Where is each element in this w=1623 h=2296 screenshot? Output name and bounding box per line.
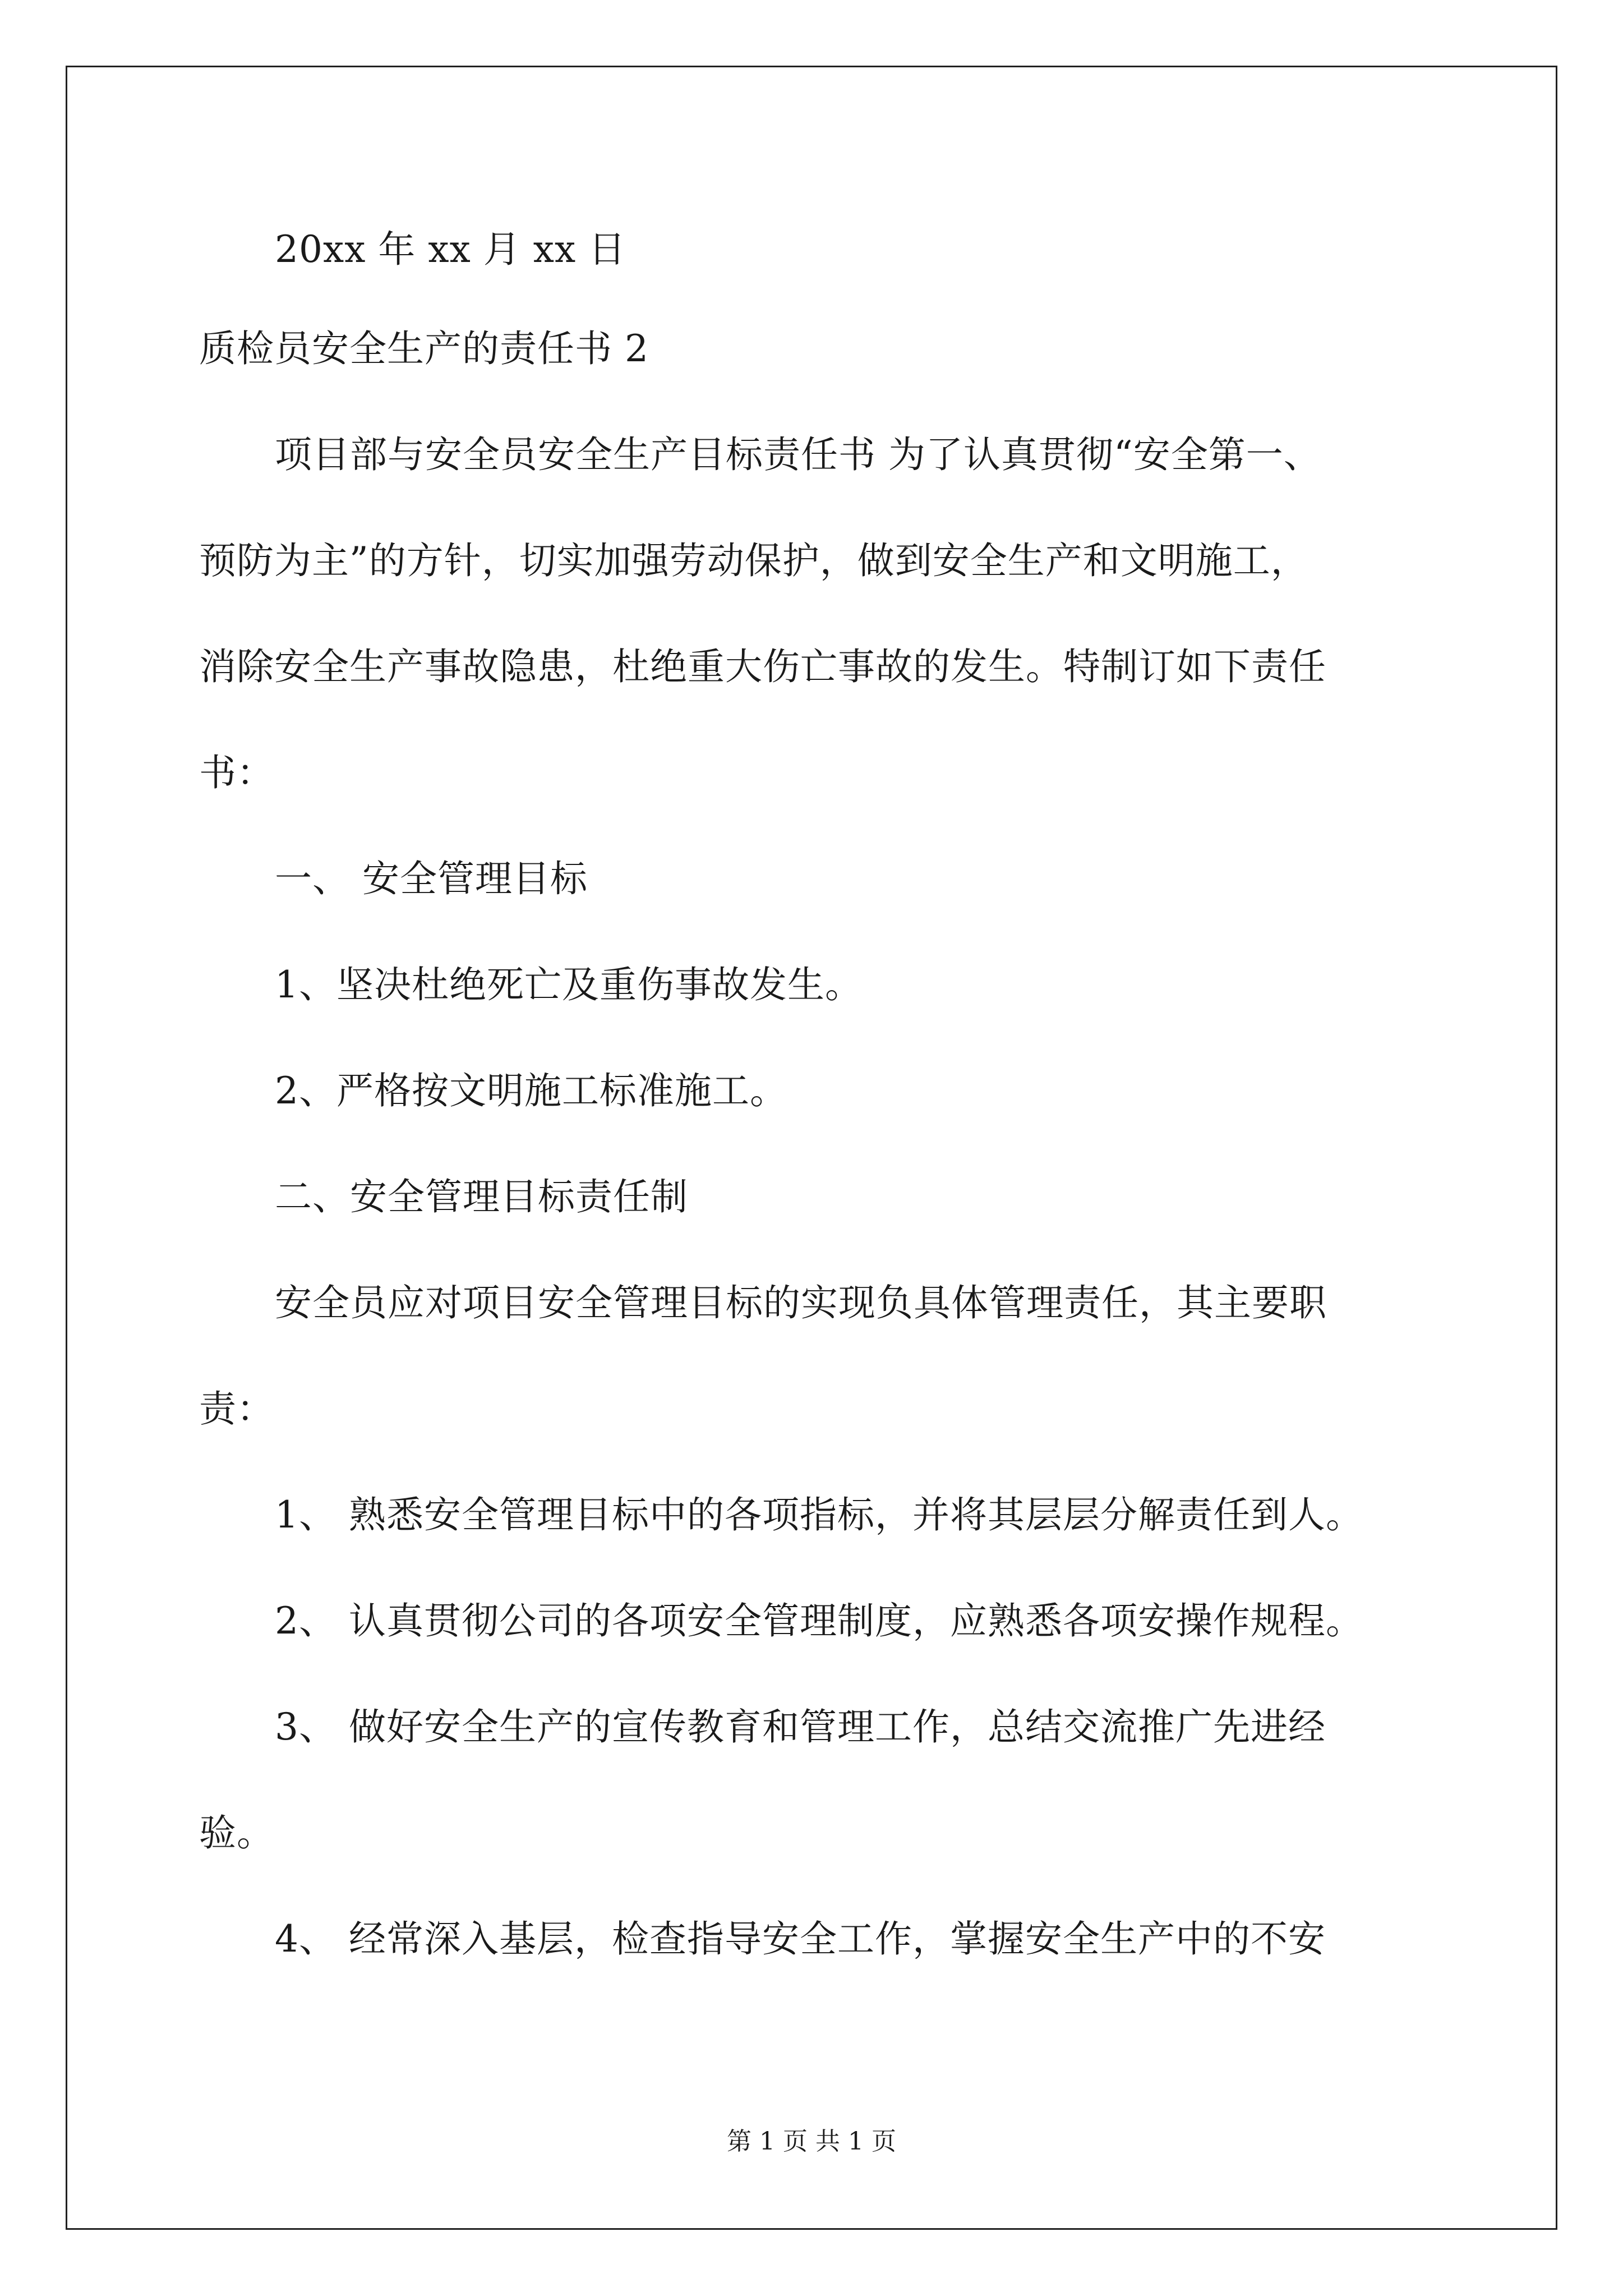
paragraph-line: 责： [199, 1387, 274, 1430]
paragraph-line: 验。 [199, 1811, 274, 1855]
section-heading: 一、 安全管理目标 [275, 857, 588, 900]
list-item: 4、 经常深入基层，检查指导安全工作，掌握安全生产中的不安 [275, 1917, 1326, 1961]
document-title: 质检员安全生产的责任书 2 [199, 327, 649, 370]
paragraph-line: 预防为主”的方针，切实加强劳动保护，做到安全生产和文明施工， [199, 539, 1308, 582]
paragraph-line: 书： [199, 751, 274, 794]
list-item: 2、 认真贯彻公司的各项安全管理制度，应熟悉各项安操作规程。 [275, 1599, 1363, 1642]
paragraph-line: 消除安全生产事故隐患，杜绝重大伤亡事故的发生。特制订如下责任 [199, 645, 1326, 688]
paragraph-line: 安全员应对项目安全管理目标的实现负具体管理责任，其主要职 [275, 1281, 1327, 1324]
paragraph-line: 项目部与安全员安全生产目标责任书 为了认真贯彻“安全第一、 [275, 433, 1321, 476]
date-line: 20xx 年 xx 月 xx 日 [275, 228, 626, 271]
list-item: 3、 做好安全生产的宣传教育和管理工作，总结交流推广先进经 [275, 1705, 1326, 1749]
list-item: 1、 熟悉安全管理目标中的各项指标，并将其层层分解责任到人。 [275, 1493, 1363, 1536]
list-item: 2、严格按文明施工标准施工。 [275, 1069, 787, 1112]
list-item: 1、坚决杜绝死亡及重伤事故发生。 [275, 963, 863, 1006]
section-heading: 二、安全管理目标责任制 [275, 1175, 688, 1218]
page-footer: 第 1 页 共 1 页 [727, 2127, 896, 2156]
